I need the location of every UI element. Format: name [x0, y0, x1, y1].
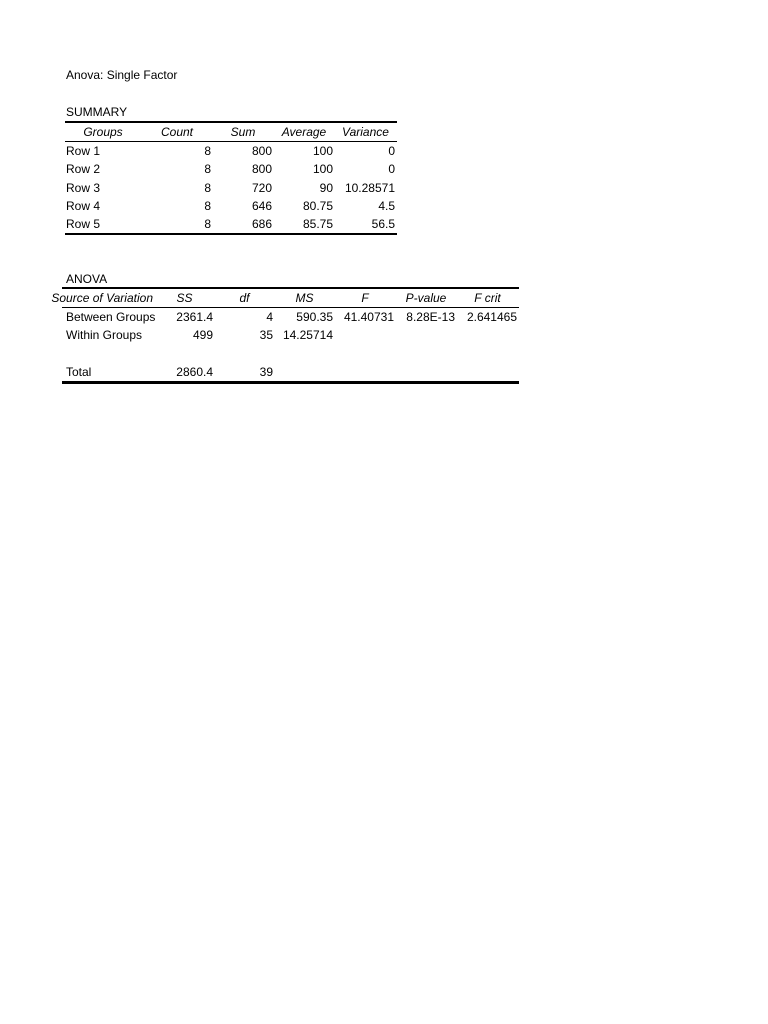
group-cell: Row 2 [66, 162, 101, 177]
column-header-groups: Groups [65, 122, 142, 142]
column-header-ss: SS [155, 288, 215, 308]
group-cell: Row 3 [66, 180, 101, 195]
f-crit-cell: 2.641465 [466, 310, 517, 325]
sum-cell: 800 [251, 162, 272, 177]
table-row [62, 363, 519, 383]
anova-section-label: ANOVA [66, 272, 108, 286]
f-cell [335, 345, 396, 363]
variance-cell: 0 [388, 144, 395, 159]
df-cell: 35 [259, 328, 273, 343]
table-row [62, 326, 519, 344]
column-header-average: Average [274, 122, 335, 142]
sum-cell: 646 [251, 198, 272, 213]
ms-cell [275, 345, 335, 363]
table-row [65, 142, 397, 161]
f-crit-cell [457, 363, 519, 383]
f-crit-cell [457, 326, 519, 344]
p-value-cell [396, 363, 457, 383]
source-cell: Between Groups [66, 310, 156, 325]
column-header-count: Count [142, 122, 213, 142]
f-cell [335, 363, 396, 383]
column-header-df: df [215, 288, 275, 308]
anova-table [51, 287, 519, 384]
ss-cell: 2361.4 [176, 310, 213, 325]
count-cell: 8 [204, 217, 211, 232]
sum-cell: 720 [251, 180, 272, 195]
average-cell: 80.75 [302, 198, 333, 213]
ms-cell: 590.35 [296, 310, 333, 325]
ms-cell: 14.25714 [282, 328, 333, 343]
p-value-cell [396, 345, 457, 363]
column-header-sum: Sum [213, 122, 274, 142]
average-cell: 100 [312, 144, 333, 159]
sum-cell: 686 [251, 217, 272, 232]
group-cell: Row 1 [66, 144, 101, 159]
average-cell: 100 [312, 162, 333, 177]
table-header-row [62, 288, 519, 308]
summary-section-label: SUMMARY [66, 105, 128, 119]
table-row [65, 197, 397, 215]
column-header-f-crit: F crit [457, 288, 519, 308]
count-cell: 8 [204, 144, 211, 159]
ss-cell: 2860.4 [176, 364, 213, 379]
summary-table [65, 121, 397, 235]
table-row [65, 215, 397, 234]
variance-cell: 4.5 [378, 198, 395, 213]
column-header-source: Source of Variation [62, 288, 155, 308]
count-cell: 8 [204, 180, 211, 195]
column-header-f: F [335, 288, 396, 308]
df-cell [215, 345, 275, 363]
ms-cell [275, 363, 335, 383]
f-crit-cell [457, 345, 519, 363]
column-header-variance: Variance [335, 122, 397, 142]
average-cell: 85.75 [302, 217, 333, 232]
table-row [62, 308, 519, 327]
ss-cell: 499 [192, 328, 213, 343]
average-cell: 90 [319, 180, 333, 195]
table-row [62, 345, 519, 363]
df-cell: 39 [259, 364, 273, 379]
variance-cell: 56.5 [371, 217, 395, 232]
sum-cell: 800 [251, 144, 272, 159]
p-value-cell [396, 326, 457, 344]
f-cell: 41.40731 [343, 310, 394, 325]
column-header-ms: MS [275, 288, 335, 308]
group-cell: Row 5 [66, 217, 101, 232]
variance-cell: 0 [388, 162, 395, 177]
count-cell: 8 [204, 162, 211, 177]
source-cell: Within Groups [66, 328, 143, 343]
count-cell: 8 [204, 198, 211, 213]
table-header-row [65, 122, 397, 142]
p-value-cell: 8.28E-13 [406, 310, 455, 325]
f-cell [335, 326, 396, 344]
column-header-p-value: P-value [396, 288, 457, 308]
source-cell [62, 345, 155, 363]
ss-cell [155, 345, 215, 363]
table-row [65, 160, 397, 178]
group-cell: Row 4 [66, 198, 101, 213]
source-cell: Total [66, 364, 92, 379]
page-title: Anova: Single Factor [66, 68, 178, 82]
table-row [65, 179, 397, 197]
variance-cell: 10.28571 [344, 180, 395, 195]
df-cell: 4 [266, 310, 273, 325]
